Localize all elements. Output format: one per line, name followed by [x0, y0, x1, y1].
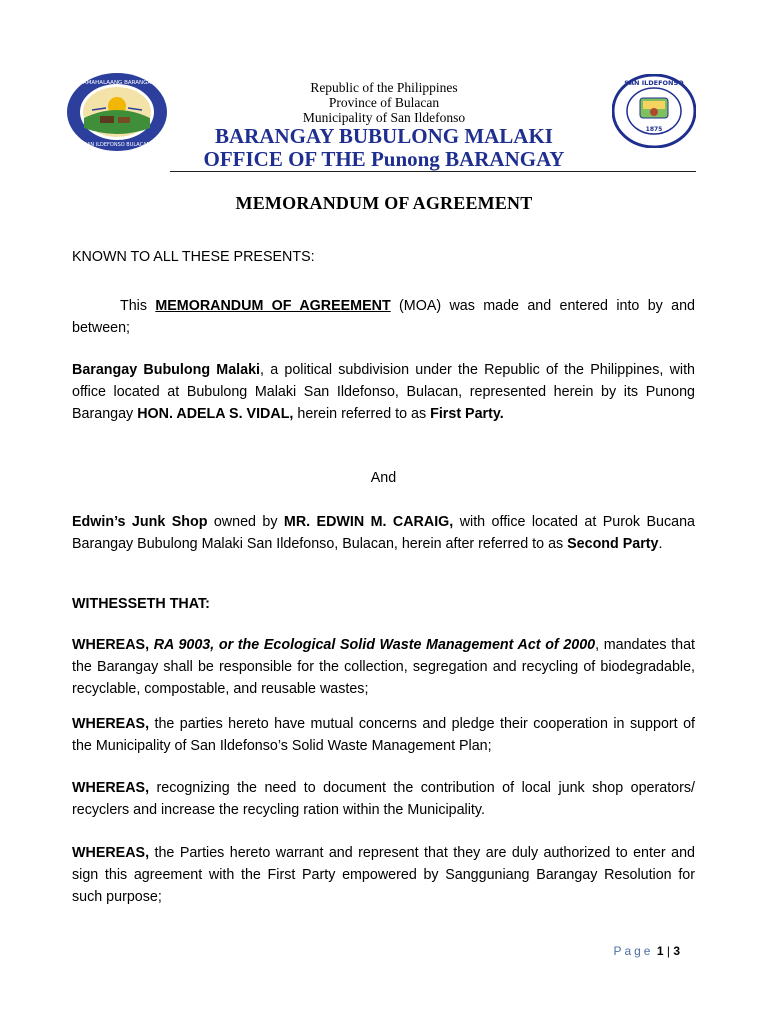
whereas-cooperation: WHEREAS, the parties hereto have mutual concerns and pledge their cooperation in support of the Municipality of San Ildefonso’s Solid Waste Management Plan;: [72, 716, 695, 754]
header-divider: [170, 171, 696, 172]
paragraph-intro: This MEMORANDUM OF AGREEMENT (MOA) was made and entered into by and between;: [72, 298, 696, 336]
municipality-seal-logo: [612, 74, 696, 148]
document-header: [150, 80, 618, 171]
header-barangay-name: BARANGAY BUBULONG MALAKI: [215, 124, 553, 148]
seal-year: 1875: [645, 126, 663, 133]
svg-text:SAN ILDEFONSO BULACAN: SAN ILDEFONSO BULACAN: [83, 142, 151, 148]
svg-text:PAMAHALAANG BARANGAY: PAMAHALAANG BARANGAY: [79, 80, 155, 86]
witnesseth-heading: WITHESSETH THAT:: [72, 596, 210, 612]
header-province: Province of Bulacan: [328, 95, 440, 110]
paragraph-second-party: Edwin’s Junk Shop owned by MR. EDWIN M. CARAIG, with office located at Purok Bucana Barangay Bubulong Malaki San Ildefonso, Bulacan, herein after referred to as Second Party.: [72, 514, 695, 552]
paragraph-first-party: Barangay Bubulong Malaki, a political subdivision under the Republic of the Philippines, with office located at Bubulong Malaki San Ildefonso, Bulacan, represented herein by its Punong Barangay HON. ADELA S. VIDAL, herein referred to as First Party.: [72, 362, 695, 422]
and-separator: And: [370, 470, 397, 486]
whereas-recyclers: WHEREAS, recognizing the need to document the contribution of local junk shop operators/ recyclers and increase the recycling ration within the Municipality.: [72, 780, 695, 818]
header-municipality: Municipality of San Ildefonso: [302, 110, 466, 125]
known-heading: KNOWN TO ALL THESE PRESENTS:: [72, 249, 315, 265]
page-number-footer: Page 1 | 3: [613, 944, 680, 958]
header-office: OFFICE OF THE Punong BARANGAY: [203, 147, 565, 171]
document-title: MEMORANDUM OF AGREEMENT: [235, 193, 533, 213]
whereas-authorization: WHEREAS, the Parties hereto warrant and represent that they are duly authorized to enter and sign this agreement with the First Party empowered by Sangguniang Barangay Resolution for such purpose;: [72, 845, 695, 905]
header-republic: Republic of the Philippines: [310, 80, 458, 95]
whereas-ra9003: WHEREAS, RA 9003, or the Ecological Solid Waste Management Act of 2000, mandates that the Barangay shall be responsible for the collection, segregation and recycling of biodegradable, recyclable, compostable, and reusable wastes;: [72, 637, 695, 697]
svg-text:SAN ILDEFONSO: SAN ILDEFONSO: [624, 79, 684, 87]
